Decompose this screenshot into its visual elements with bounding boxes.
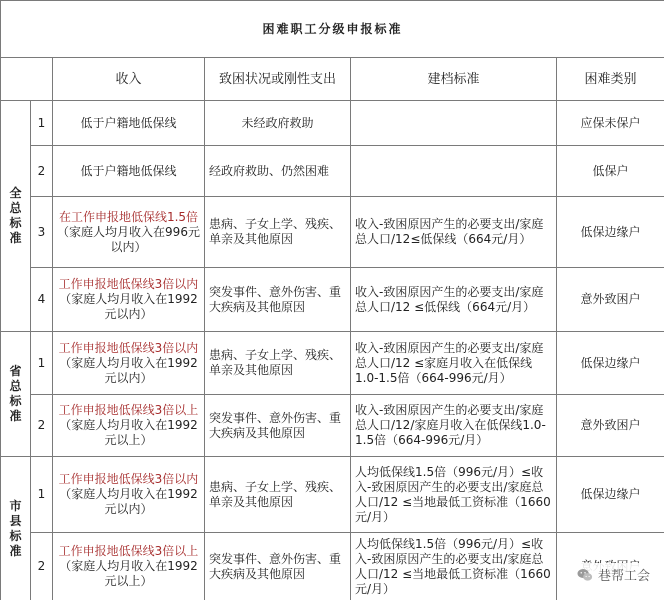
table-title: 困难职工分级申报标准	[1, 1, 664, 58]
header-category: 困难类别	[557, 58, 664, 101]
condition-cell: 未经政府救助	[205, 101, 351, 146]
category-cell: 低保边缘户	[557, 457, 664, 533]
table-row	[1, 533, 664, 600]
table-row	[1, 101, 664, 146]
standard-cell: 收入-致困原因产生的必要支出/家庭总人口/12 ≤低保线（664元/月）	[351, 268, 557, 332]
category-cell: 意外致困户	[557, 395, 664, 457]
income-cell: 工作申报地低保线3倍以上 （家庭人均月收入在1992元以上）	[53, 533, 205, 600]
income-cell: 工作申报地低保线3倍以内 （家庭人均月收入在1992元以内）	[53, 268, 205, 332]
standard-cell	[351, 101, 557, 146]
row-number: 2	[31, 146, 53, 197]
level-provincial: 省 总 标 准	[1, 332, 31, 457]
header-standard: 建档标准	[351, 58, 557, 101]
category-cell: 应保未保户	[557, 101, 664, 146]
level-national: 全 总 标 准	[1, 101, 31, 332]
income-cell: 工作申报地低保线3倍以内 （家庭人均月收入在1992元以内）	[53, 457, 205, 533]
condition-cell: 患病、子女上学、残疾、单亲及其他原因	[205, 197, 351, 268]
header-condition: 致困状况或刚性支出	[205, 58, 351, 101]
table-row	[1, 457, 664, 533]
header-row	[1, 58, 664, 101]
category-cell: 低保边缘户	[557, 332, 664, 395]
income-cell: 工作申报地低保线3倍以上 （家庭人均月收入在1992元以上）	[53, 395, 205, 457]
standard-cell: 人均低保线1.5倍（996元/月）≤收入-致困原因产生的必要支出/家庭总人口/12 ≤当地最低工资标准（1660元/月）	[351, 457, 557, 533]
condition-cell: 突发事件、意外伤害、重大疾病及其他原因	[205, 533, 351, 600]
row-number: 1	[31, 457, 53, 533]
condition-cell: 经政府救助、仍然困难	[205, 146, 351, 197]
table-row	[1, 332, 664, 395]
table-row	[1, 146, 664, 197]
table-row	[1, 197, 664, 268]
table-row	[1, 395, 664, 457]
condition-cell: 突发事件、意外伤害、重大疾病及其他原因	[205, 395, 351, 457]
income-cell: 工作申报地低保线3倍以内 （家庭人均月收入在1992元以内）	[53, 332, 205, 395]
row-number: 4	[31, 268, 53, 332]
row-number: 2	[31, 533, 53, 600]
category-cell: 意外致困户	[557, 268, 664, 332]
standard-cell: 人均低保线1.5倍（996元/月）≤收入-致困原因产生的必要支出/家庭总人口/12 ≤当地最低工资标准（1660元/月）	[351, 533, 557, 600]
condition-cell: 突发事件、意外伤害、重大疾病及其他原因	[205, 268, 351, 332]
level-municipal: 市 县 标 准	[1, 457, 31, 600]
income-cell: 低于户籍地低保线	[53, 101, 205, 146]
category-cell: 低保边缘户	[557, 197, 664, 268]
standard-cell: 收入-致困原因产生的必要支出/家庭总人口/12/家庭月收入在低保线1.0-1.5倍（664-996元/月）	[351, 395, 557, 457]
watermark-text: 巷帮工会	[597, 569, 650, 584]
standard-cell	[351, 146, 557, 197]
income-cell: 在工作申报地低保线1.5倍 （家庭人均月收入在996元以内）	[53, 197, 205, 268]
wechat-icon	[576, 566, 594, 584]
header-income: 收入	[53, 58, 205, 101]
condition-cell: 患病、子女上学、残疾、单亲及其他原因	[205, 332, 351, 395]
watermark	[572, 563, 654, 586]
row-number: 2	[31, 395, 53, 457]
header-blank	[1, 58, 53, 101]
condition-cell: 患病、子女上学、残疾、单亲及其他原因	[205, 457, 351, 533]
row-number: 1	[31, 332, 53, 395]
row-number: 1	[31, 101, 53, 146]
standard-cell: 收入-致困原因产生的必要支出/家庭总人口/12≤低保线（664元/月）	[351, 197, 557, 268]
table-row	[1, 268, 664, 332]
income-cell: 低于户籍地低保线	[53, 146, 205, 197]
row-number: 3	[31, 197, 53, 268]
standard-cell: 收入-致困原因产生的必要支出/家庭总人口/12 ≤家庭月收入在低保线1.0-1.5倍（664-996元/月）	[351, 332, 557, 395]
category-cell: 低保户	[557, 146, 664, 197]
